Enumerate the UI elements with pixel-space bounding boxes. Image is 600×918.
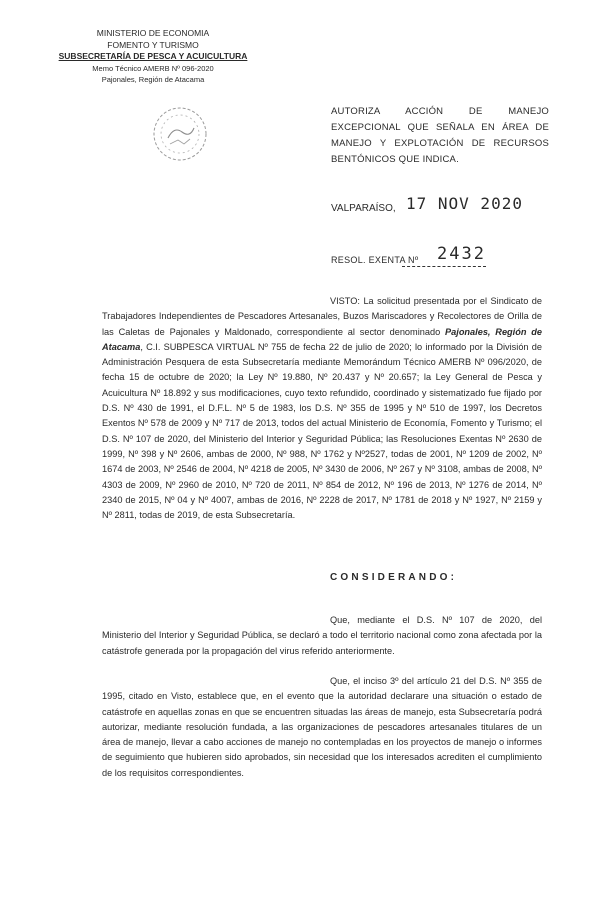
considerando-text-1: Que, mediante el D.S. Nº 107 de 2020, del Ministerio del Interior y Seguridad Pública, se declaró a todo el territorio nacional como zona afectada por la catástrofe generada por la propagación del virus referido anteriormente. bbox=[102, 615, 542, 656]
considerando-heading: CONSIDERANDO: bbox=[330, 572, 458, 583]
visto-text-continued: , C.I. SUBPESCA VIRTUAL Nº 755 de fecha 22 de julio de 2020; lo informado por la División de Administración Pesquera de esta Subsecretaría mediante Memorándum Técnico AMERB Nº 096/2020, de fecha 15 de octubre de 2020; la Ley Nº 19.880, Nº 20.437 y Nº 20.657; la Ley General de Pesca y Acuicultura Nº 18.892 y sus modificaciones, cuyo texto refundido, coordinado y sistematizado fue fijado por D.S. Nº 430 de 1991, el D.F.L. Nº 5 de 1983, los D.S. Nº 355 de 1995 y Nº 510 de 1997, los Decretos Exentos Nº 578 de 2009 y Nº 717 de 2013, todos del actual Ministerio de Economía, Fomento y Turismo; el D.S. Nº 107 de 2020, del Ministerio del Interior y Seguridad Pública; las Resoluciones Exentas Nº 2630 de 1999, Nº 398 y Nº 2606, ambas de 2000, Nº 988, Nº 1762 y Nº2527, todas de 2001, Nº 1209 de 2002, Nº 1674 de 2003, Nº 2546 de 2004, Nº 4218 de 2005, Nº 3430 de 2006, Nº 267 y Nº 3108, ambas de 2008, Nº 4303 de 2009, Nº 2960 de 2010, Nº 720 de 2011, Nº 854 de 2012, Nº 196 de 2013, Nº 1276 de 2014, Nº 2340 de 2015, Nº 04 y Nº 4007, ambas de 2016, Nº 2228 de 2017, Nº 1781 de 2018 y Nº 1927, Nº 2159 y Nº 2811, todas de 2019, de esta Subsecretaría. bbox=[102, 341, 542, 521]
place-label: VALPARAÍSO, bbox=[331, 203, 396, 214]
visto-label: VISTO: bbox=[330, 296, 360, 306]
resolution-number: 2432 bbox=[437, 244, 486, 264]
visto-paragraph bbox=[102, 294, 542, 523]
considerando-paragraph-1 bbox=[102, 613, 542, 659]
visto-text: La solicitud presentada por el Sindicato de Trabajadores Independientes de Pescadores Artesanales, Buzos Mariscadores y Recolectores de Orilla de las Caletas de Pajonales y Maldonado, correspondiente al sector denominado bbox=[102, 296, 542, 337]
resolution-number-line bbox=[402, 266, 486, 267]
subsecretaria-name: SUBSECRETARÍA DE PESCA Y ACUICULTURA bbox=[58, 51, 248, 61]
resolution-subject: AUTORIZA ACCIÓN DE MANEJO EXCEPCIONAL QUE SEÑALA EN ÁREA DE MANEJO Y EXPLOTACIÓN DE RECURSOS BENTÓNICOS QUE INDICA. bbox=[331, 106, 549, 165]
considerando-paragraph-2 bbox=[102, 674, 542, 781]
resolution-label: RESOL. EXENTA Nº bbox=[331, 255, 419, 265]
considerando-text-2: Que, el inciso 3º del artículo 21 del D.S. Nº 355 de 1995, citado en Visto, establece que, en el evento que la autoridad declarare una situación o estado de catástrofe en aquellas zonas en que se encuentren situadas las áreas de manejo, esta Subsecretaría podrá autorizar, mediante resolución fundada, a las organizaciones de pescadores artesanales titulares de un área de manejo, llevar a cabo acciones de manejo no contempladas en los proyectos de manejo o informes de seguimiento que hubieren sido aprobados, sin necesidad que los interesados acrediten el cumplimiento de los requisitos correspondientes. bbox=[102, 676, 542, 778]
location-line: Pajonales, Región de Atacama bbox=[101, 74, 205, 84]
sector-name: Pajonales, Región de Atacama bbox=[102, 326, 542, 352]
official-seal-stamp bbox=[150, 104, 210, 164]
ministry-name-line2: FOMENTO Y TURISMO bbox=[107, 39, 199, 50]
resolution-date: 17 NOV 2020 bbox=[406, 194, 523, 213]
memo-reference: Memo Técnico AMERB Nº 096-2020 bbox=[92, 63, 214, 73]
ministry-name: MINISTERIO DE ECONOMIA bbox=[96, 28, 210, 38]
letterhead bbox=[48, 28, 258, 85]
